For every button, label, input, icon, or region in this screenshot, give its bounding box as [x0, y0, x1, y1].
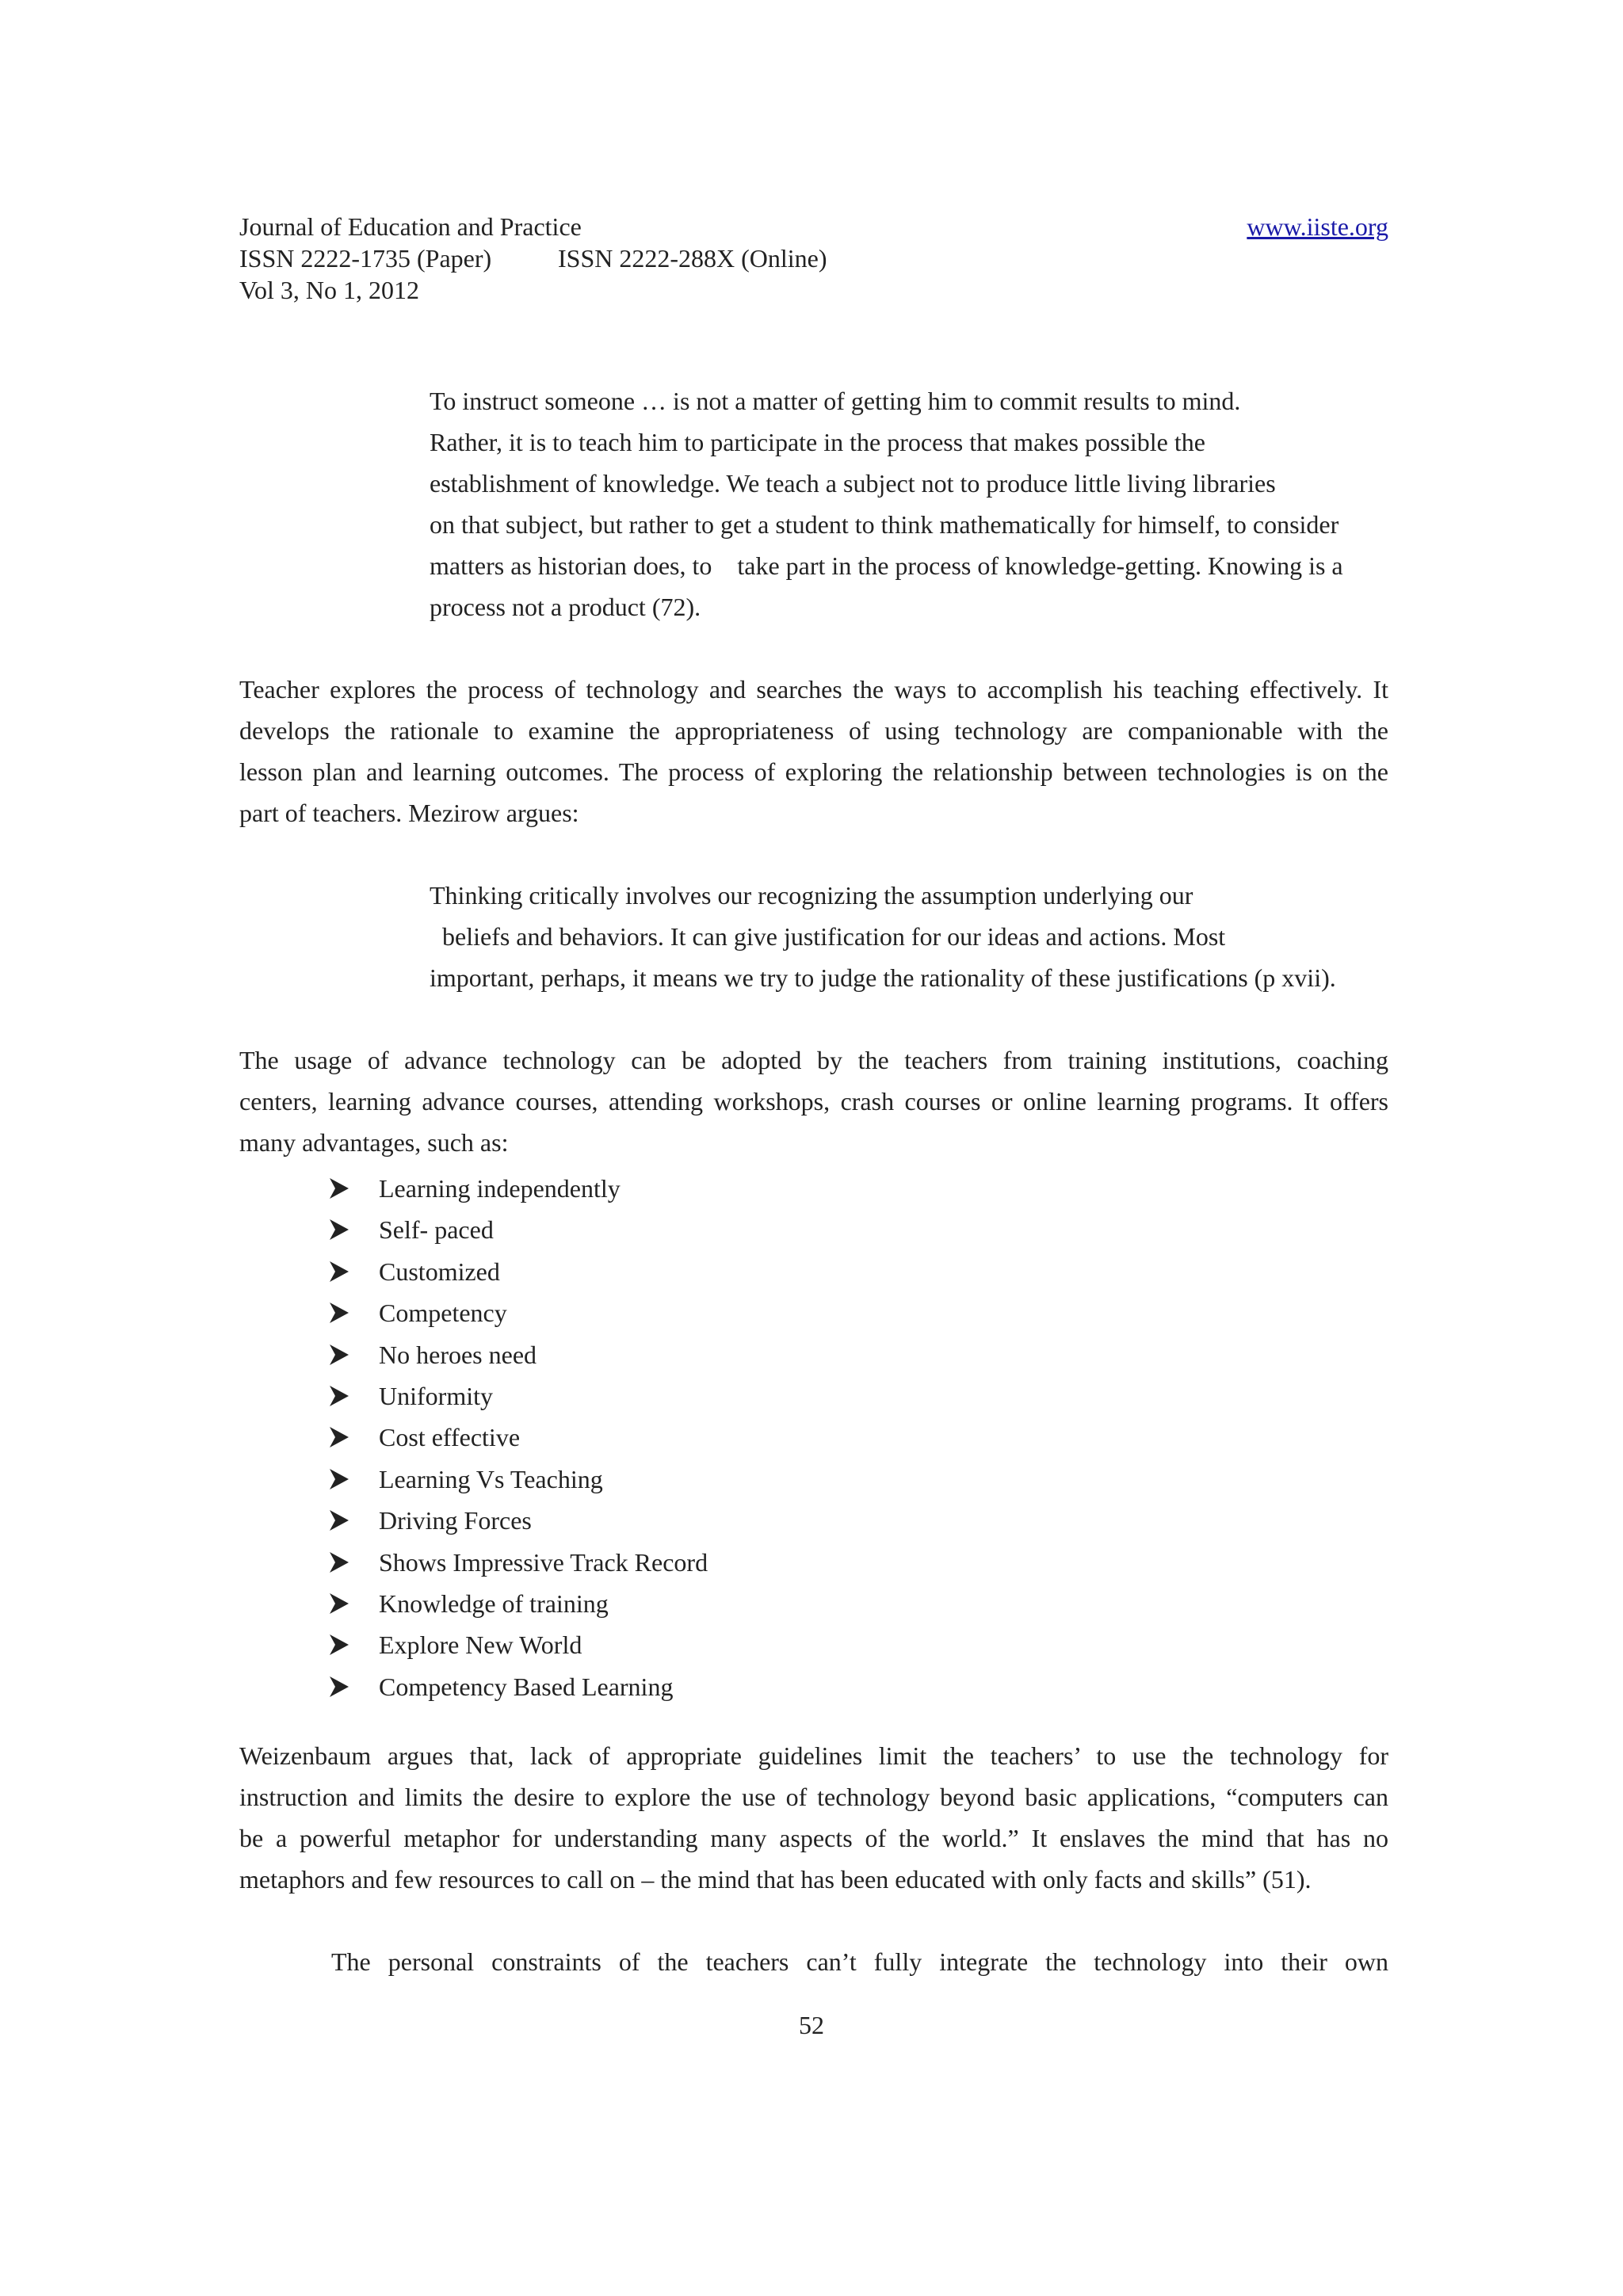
advantage-label: No heroes need	[379, 1340, 537, 1369]
advantage-item	[328, 1297, 708, 1338]
advantage-label: Self- paced	[379, 1215, 494, 1245]
advantage-item	[328, 1421, 708, 1463]
advantages-list	[328, 1173, 708, 1712]
advantage-item	[328, 1629, 708, 1670]
arrowhead-bullet-icon	[328, 1508, 350, 1532]
advantage-item	[328, 1505, 708, 1546]
advantage-item	[328, 1588, 708, 1629]
paragraph-line: many advantages, such as:	[239, 1128, 509, 1157]
advantage-label: Shows Impressive Track Record	[379, 1547, 708, 1577]
journal-title: Journal of Education and Practice	[239, 212, 582, 241]
issn-online: ISSN 2222-288X (Online)	[558, 244, 827, 273]
arrowhead-bullet-icon	[328, 1592, 350, 1615]
arrowhead-bullet-icon	[328, 1425, 350, 1449]
advantage-label: Learning independently	[379, 1174, 621, 1203]
advantage-item	[328, 1463, 708, 1505]
arrowhead-bullet-icon	[328, 1550, 350, 1574]
paragraph-line: Weizenbaum argues that, lack of appropriate guidelines limit the teachers’ to use the technology for	[239, 1741, 1388, 1770]
arrowhead-bullet-icon	[328, 1301, 350, 1325]
paragraph-line: part of teachers. Mezirow argues:	[239, 799, 579, 827]
advantage-label: Customized	[379, 1257, 500, 1286]
advantage-item	[328, 1547, 708, 1588]
quote-line: establishment of knowledge. We teach a subject not to produce little living libraries	[430, 469, 1276, 498]
advantage-item	[328, 1380, 708, 1421]
paragraph-line: centers, learning advance courses, attending workshops, crash courses or online learning programs. It offers	[239, 1087, 1388, 1116]
arrowhead-bullet-icon	[328, 1384, 350, 1408]
advantage-item	[328, 1214, 708, 1255]
quote-line: on that subject, but rather to get a student to think mathematically for himself, to consider	[430, 510, 1339, 539]
advantage-item	[328, 1256, 708, 1297]
volume-info: Vol 3, No 1, 2012	[239, 276, 419, 304]
paragraph-line: be a powerful metaphor for understanding many aspects of the world.” It enslaves the mind that has no	[239, 1824, 1388, 1852]
advantage-label: Uniformity	[379, 1381, 493, 1410]
paragraph-line: metaphors and few resources to call on – the mind that has been educated with only facts and skills” (51).	[239, 1865, 1312, 1894]
advantage-item	[328, 1339, 708, 1380]
quote-line: matters as historian does, to take part in the process of knowledge-getting. Knowing is a	[430, 551, 1343, 580]
advantage-item	[328, 1173, 708, 1214]
paragraph-line: instruction and limits the desire to explore the use of technology beyond basic applications, “computers can	[239, 1783, 1388, 1811]
journal-url-link[interactable]: www.iiste.org	[1247, 212, 1388, 241]
advantage-label: Cost effective	[379, 1423, 521, 1452]
quote-line: beliefs and behaviors. It can give justification for our ideas and actions. Most	[430, 922, 1226, 951]
advantage-label: Explore New World	[379, 1630, 582, 1660]
arrowhead-bullet-icon	[328, 1218, 350, 1241]
advantage-label: Competency	[379, 1299, 507, 1328]
paragraph-line: lesson plan and learning outcomes. The process of exploring the relationship between technologies is on the	[239, 757, 1388, 786]
arrowhead-bullet-icon	[328, 1343, 350, 1367]
quote-line: Rather, it is to teach him to participate in the process that makes possible the	[430, 428, 1205, 456]
paragraph-line: Teacher explores the process of technology and searches the ways to accomplish his teaching effectively. It	[239, 675, 1388, 704]
page-number: 52	[799, 2011, 824, 2039]
advantage-label: Knowledge of training	[379, 1589, 609, 1618]
advantage-item	[328, 1671, 708, 1712]
arrowhead-bullet-icon	[328, 1260, 350, 1283]
arrowhead-bullet-icon	[328, 1675, 350, 1699]
advantage-label: Learning Vs Teaching	[379, 1464, 603, 1493]
paragraph-line: develops the rationale to examine the appropriateness of using technology are companionable with the	[239, 716, 1388, 745]
advantage-label: Competency Based Learning	[379, 1672, 674, 1701]
quote-line: Thinking critically involves our recognizing the assumption underlying our	[430, 881, 1193, 910]
arrowhead-bullet-icon	[328, 1633, 350, 1657]
advantage-label: Driving Forces	[379, 1506, 532, 1535]
quote-line: process not a product (72).	[430, 593, 701, 621]
quote-line: important, perhaps, it means we try to judge the rationality of these justifications (p xvii).	[430, 963, 1336, 992]
quote-line: To instruct someone … is not a matter of getting him to commit results to mind.	[430, 387, 1241, 415]
issn-paper: ISSN 2222-1735 (Paper)	[239, 244, 492, 273]
arrowhead-bullet-icon	[328, 1467, 350, 1491]
paragraph-line: The usage of advance technology can be adopted by the teachers from training institutions, coaching	[239, 1046, 1388, 1074]
arrowhead-bullet-icon	[328, 1177, 350, 1200]
paragraph-personal-constraints: The personal constraints of the teachers can’t fully integrate the technology into their own	[331, 1947, 1388, 1976]
